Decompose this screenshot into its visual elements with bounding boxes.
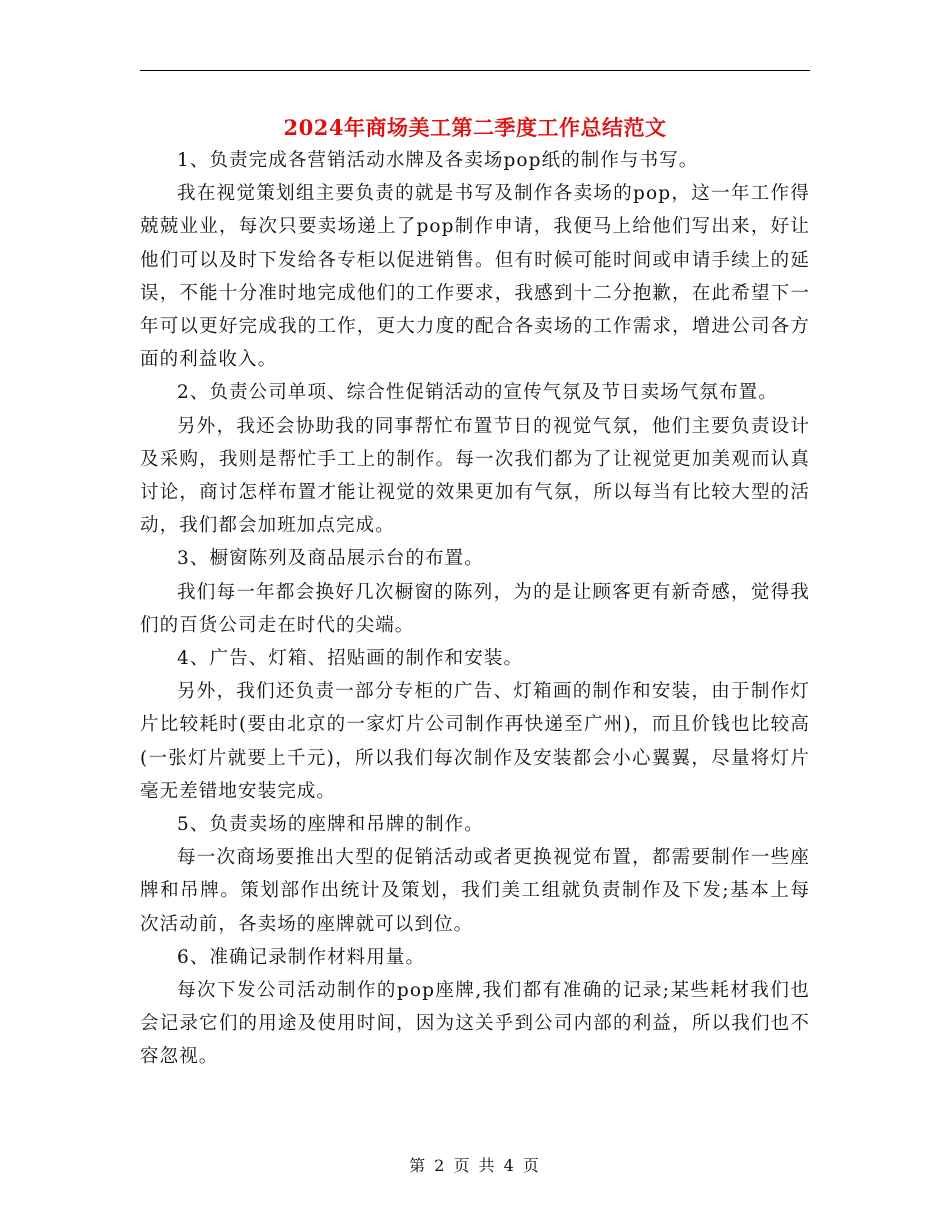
paragraph: 每次下发公司活动制作的pop座牌,我们都有准确的记录;某些耗材我们也会记录它们的用途及使用时间，因为这关乎到公司内部的利益，所以我们也不容忽视。 (140, 980, 810, 1068)
paragraph: 另外，我还会协助我的同事帮忙布置节日的视觉气氛，他们主要负责设计及采购，我则是帮忙手工上的制作。每一次我们都为了让视觉更加美观而认真讨论，商讨怎样布置才能让视觉的效果更加有气氛，所以每当有比较大型的活动，我们都会加班加点完成。 (140, 415, 810, 537)
paragraph: 我们每一年都会换好几次橱窗的陈列，为的是让顾客更有新奇感，觉得我们的百货公司走在时代的尖端。 (140, 581, 810, 636)
paragraph: 5、负责卖场的座牌和吊牌的制作。 (177, 814, 484, 836)
page-footer: 第 2 页 共 4 页 (409, 1156, 541, 1175)
document-title: 2024年商场美工第二季度工作总结范文 (283, 115, 667, 140)
paragraph: 另外，我们还负责一部分专柜的广告、灯箱画的制作和安装，由于制作灯片比较耗时(要由北京的一家灯片公司制作再快递至广州)，而且价钱也比较高(一张灯片就要上千元)，所以我们每次制作及安装都会小心翼翼，尽量将灯片毫无差错地安装完成。 (140, 681, 810, 802)
paragraph: 4、广告、灯箱、招贴画的制作和安装。 (177, 648, 524, 670)
paragraph: 3、橱窗陈列及商品展示台的布置。 (177, 548, 484, 570)
paragraph: 6、准确记录制作材料用量。 (177, 946, 426, 968)
paragraph: 我在视觉策划组主要负责的就是书写及制作各卖场的pop，这一年工作得兢兢业业，每次只要卖场递上了pop制作申请，我便马上给他们写出来，好让他们可以及时下发给各专柜以促进销售。但有时候可能时间或申请手续上的延误，不能十分准时地完成他们的工作要求，我感到十二分抱歉，在此希望下一年可以更好完成我的工作，更大力度的配合各卖场的工作需求，增进公司各方面的利益收入。 (140, 183, 810, 371)
paragraph: 每一次商场要推出大型的促销活动或者更换视觉布置，都需要制作一些座牌和吊牌。策划部作出统计及策划，我们美工组就负责制作及下发;基本上每次活动前，各卖场的座牌就可以到位。 (140, 847, 810, 935)
paragraph: 2、负责公司单项、综合性促销活动的宣传气氛及节日卖场气氛布置。 (177, 382, 778, 404)
header-rule (140, 70, 810, 71)
paragraph: 1、负责完成各营销活动水牌及各卖场pop纸的制作与书写。 (177, 150, 699, 171)
document-body (140, 144, 810, 1074)
